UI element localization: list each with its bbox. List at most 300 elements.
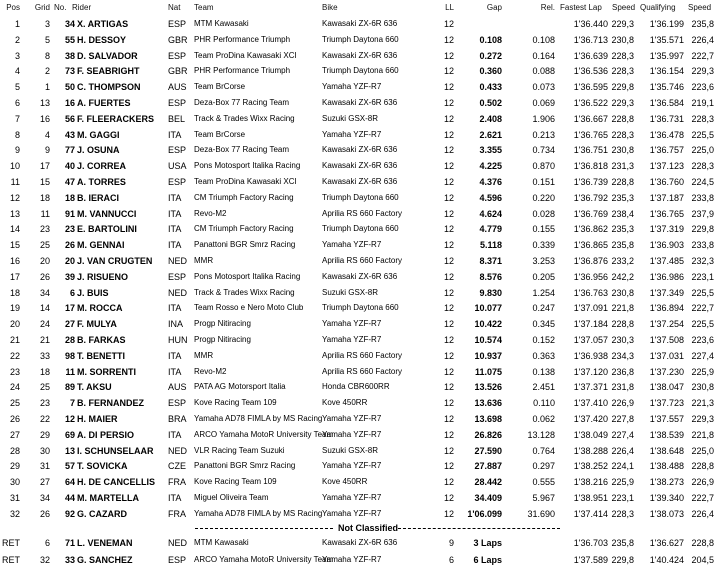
cell-pos: 6 [14, 98, 20, 108]
cell-rider: T. SOVICKA [77, 461, 128, 472]
cell-rider: G. CAZARD [77, 508, 127, 519]
cell-rel: 5.967 [532, 493, 555, 503]
cell-grid: 17 [39, 161, 50, 172]
cell-no: 18 [64, 192, 75, 203]
cell-fl: 1'36.536 [573, 66, 608, 77]
cell-nat: ITA [168, 240, 182, 251]
cell-qs: 229,3 [691, 66, 714, 77]
cell-nat: ESP [168, 19, 187, 29]
cell-qs: 228,3 [691, 161, 714, 172]
cell-fl: 1'37.410 [573, 398, 608, 409]
cell-q: 1'35.571 [649, 34, 684, 45]
cell-grid: 34 [39, 287, 50, 298]
header-gap: Gap [486, 3, 502, 12]
table-row [0, 364, 720, 380]
cell-rel: 0.345 [532, 319, 555, 330]
cell-grid: 34 [39, 493, 50, 503]
cell-team: Revo-M2 [194, 208, 227, 218]
cell-nat: ESP [168, 271, 187, 282]
cell-pos: 11 [10, 177, 20, 187]
cell-rider: A. FUERTES [77, 98, 131, 108]
cell-nat: ESP [168, 98, 187, 108]
cell-nat: CZE [168, 461, 186, 472]
cell-bike: Kawasaki ZX-6R 636 [322, 50, 398, 60]
cell-nat: AUS [168, 82, 187, 93]
cell-q: 1'37.349 [649, 287, 684, 298]
cell-bike: Aprilia RS 660 Factory [322, 256, 403, 265]
cell-grid: 32 [39, 554, 50, 565]
cell-rider: J. BUIS [77, 287, 109, 298]
cell-ll: 12 [443, 414, 454, 424]
cell-bike: Suzuki GSX-8R [322, 445, 379, 455]
cell-rider: J. VAN CRUGTEN [77, 256, 153, 266]
header-grid: Grid [34, 3, 50, 12]
cell-gap: 4.596 [479, 192, 502, 203]
cell-ll: 12 [443, 303, 454, 314]
cell-q: 1'37.123 [649, 161, 684, 172]
cell-spd: 221,8 [611, 303, 634, 314]
cell-q: 1'37.187 [649, 192, 684, 203]
cell-ll: 12 [443, 366, 454, 377]
cell-rider: I. SCHUNSELAAR [77, 445, 154, 456]
cell-team: Revo-M2 [194, 366, 227, 376]
cell-qs: 233,8 [691, 192, 714, 203]
cell-fl: 1'36.751 [573, 145, 608, 156]
cell-pos: RET [2, 538, 20, 548]
cell-pos: 15 [9, 240, 20, 251]
cell-qs: 226,4 [691, 34, 714, 45]
cell-gap: 26.826 [474, 429, 502, 440]
cell-nat: NED [168, 445, 188, 456]
cell-qs: 219,1 [691, 98, 714, 108]
cell-ll: 6 [448, 554, 454, 565]
cell-grid: 29 [39, 429, 50, 440]
cell-no: 23 [64, 224, 75, 235]
cell-bike: Yamaha YZF-R7 [322, 82, 382, 92]
cell-grid: 23 [39, 398, 50, 409]
cell-nat: INA [168, 319, 184, 330]
cell-ll: 12 [443, 429, 454, 440]
table-row [0, 552, 720, 568]
cell-rider: G. SANCHEZ [77, 554, 133, 565]
cell-no: 7 [69, 398, 75, 409]
cell-nat: ESP [168, 50, 187, 61]
cell-q: 1'36.894 [649, 303, 684, 314]
cell-team: Yamaha AD78 FIMLA by MS Racing [194, 508, 323, 518]
cell-nat: ITA [168, 366, 182, 377]
cell-pos: 22 [9, 350, 20, 361]
cell-spd: 230,8 [611, 34, 634, 45]
table-row [0, 127, 720, 143]
cell-pos: 27 [9, 429, 20, 440]
cell-spd: 235,3 [611, 192, 634, 203]
cell-pos: 30 [9, 477, 20, 488]
cell-q: 1'40.424 [649, 554, 684, 565]
cell-rel: 0.205 [532, 271, 555, 282]
cell-bike: Yamaha YZF-R7 [322, 319, 382, 329]
cell-pos: 18 [9, 287, 20, 298]
cell-bike: Yamaha YZF-R7 [322, 554, 382, 564]
cell-pos: 2 [14, 34, 20, 45]
cell-no: 55 [64, 34, 75, 45]
cell-bike: Triumph Daytona 660 [322, 224, 399, 234]
cell-qs: 232,3 [691, 256, 714, 266]
cell-bike: Aprilia RS 660 Factory [322, 208, 403, 218]
cell-nat: FRA [168, 508, 186, 519]
cell-rider: A. DI PERSIO [77, 429, 135, 440]
cell-grid: 18 [39, 366, 50, 377]
cell-rel: 0.138 [532, 366, 555, 377]
cell-pos: 1 [14, 19, 20, 29]
cell-spd: 231,3 [611, 161, 634, 172]
cell-gap: 13.526 [474, 382, 502, 393]
cell-grid: 31 [39, 461, 50, 472]
cell-spd: 228,3 [611, 129, 634, 140]
cell-grid: 18 [39, 192, 50, 203]
cell-grid: 8 [44, 50, 50, 61]
cell-spd: 233,2 [611, 256, 634, 266]
cell-team: Track & Trades Wixx Racing [194, 287, 295, 297]
cell-q: 1'35.746 [649, 82, 684, 93]
cell-fl: 1'37.120 [573, 366, 608, 377]
table-row [0, 16, 720, 32]
cell-gap: 1'06.099 [467, 508, 502, 519]
cell-team: Progp Nitiracing [194, 335, 251, 344]
cell-no: 64 [64, 477, 75, 488]
table-row [0, 237, 720, 253]
cell-rider: J. CORREA [77, 161, 127, 172]
cell-spd: 227,8 [611, 414, 634, 424]
cell-ll: 12 [443, 224, 454, 235]
cell-no: 50 [64, 82, 75, 93]
table-row [0, 316, 720, 332]
cell-rel: 0.069 [532, 98, 555, 108]
cell-nat: ESP [168, 398, 187, 409]
cell-rider: B. IERACI [77, 192, 120, 203]
header-ll: LL [445, 3, 454, 12]
cell-pos: 7 [14, 113, 20, 124]
cell-pos: 9 [14, 145, 20, 156]
cell-pos: 5 [14, 82, 20, 93]
cell-bike: Kawasaki ZX-6R 636 [322, 161, 398, 171]
cell-spd: 236,8 [611, 366, 634, 377]
table-row [0, 206, 720, 222]
cell-fl: 1'37.414 [573, 508, 608, 519]
cell-team: Team ProDina Kawasaki XCI [194, 177, 297, 186]
cell-qs: 237,9 [691, 208, 714, 219]
cell-rider: M. GENNAI [77, 240, 125, 251]
cell-spd: 231,8 [611, 382, 634, 393]
cell-rel: 0.152 [532, 335, 555, 345]
cell-bike: Kove 450RR [322, 398, 368, 408]
cell-spd: 223,1 [611, 493, 634, 503]
cell-grid: 11 [40, 208, 50, 219]
table-row [0, 348, 720, 364]
cell-team: CM Triumph Factory Racing [194, 224, 294, 234]
cell-no: 69 [64, 429, 75, 440]
table-row [0, 427, 720, 443]
cell-q: 1'36.199 [649, 19, 684, 29]
table-row [0, 190, 720, 206]
cell-team: Miguel Oliveira Team [194, 493, 269, 502]
cell-bike: Suzuki GSX-8R [322, 287, 379, 297]
cell-qs: 225,5 [691, 129, 714, 140]
cell-grid: 26 [39, 508, 50, 519]
header-qualifying: Qualifying [640, 3, 676, 12]
cell-no: 6 [69, 287, 75, 298]
cell-q: 1'37.557 [649, 414, 684, 424]
cell-gap: 27.887 [474, 461, 502, 472]
cell-ll: 12 [443, 177, 454, 187]
cell-grid: 6 [44, 538, 50, 548]
header-rel: Rel. [540, 3, 555, 12]
cell-no: 34 [64, 19, 75, 29]
cell-fl: 1'36.713 [573, 34, 608, 45]
cell-ll: 12 [443, 335, 454, 345]
cell-q: 1'36.986 [649, 271, 684, 282]
cell-rider: M. MARTELLA [77, 493, 139, 503]
cell-pos: 26 [9, 414, 20, 424]
cell-grid: 25 [39, 382, 50, 393]
cell-team: ARCO Yamaha MotoR University Team [194, 554, 334, 564]
table-row [0, 300, 720, 316]
cell-pos: 20 [9, 319, 20, 330]
cell-nat: HUN [168, 335, 188, 345]
table-row [0, 411, 720, 427]
table-row [0, 395, 720, 411]
cell-spd: 234,3 [611, 350, 634, 361]
cell-rel: 1.254 [532, 287, 555, 298]
cell-ll: 9 [448, 538, 454, 548]
cell-pos: 28 [9, 445, 20, 456]
cell-fl: 1'36.792 [573, 192, 608, 203]
cell-no: 39 [64, 271, 75, 282]
table-row [0, 174, 720, 190]
cell-qs: 222,7 [691, 50, 714, 61]
cell-qs: 222,7 [691, 303, 714, 314]
cell-gap: 4.624 [479, 208, 502, 219]
cell-qs: 226,4 [691, 508, 714, 519]
cell-rider: T. AKSU [77, 382, 112, 393]
table-row [0, 332, 720, 348]
cell-pos: 24 [9, 382, 20, 393]
cell-nat: GBR [168, 66, 188, 77]
cell-qs: 221,3 [691, 398, 714, 409]
cell-qs: 225,5 [691, 319, 714, 330]
cell-spd: 226,4 [611, 445, 634, 456]
cell-no: 27 [64, 319, 75, 330]
cell-spd: 230,3 [611, 335, 634, 345]
cell-ll: 12 [443, 98, 454, 108]
cell-team: Deza-Box 77 Racing Team [194, 98, 290, 107]
cell-rel: 0.110 [533, 398, 555, 409]
cell-ll: 12 [443, 256, 454, 266]
not-classified-label: Not Classified [338, 523, 399, 533]
cell-bike: Yamaha YZF-R7 [322, 240, 382, 250]
table-row [0, 48, 720, 64]
cell-fl: 1'36.667 [573, 113, 608, 124]
cell-nat: NED [168, 256, 188, 266]
cell-team: Kove Racing Team 109 [194, 477, 277, 487]
cell-qs: 228,3 [691, 113, 714, 124]
table-row [0, 458, 720, 474]
header-team: Team [194, 3, 214, 12]
cell-spd: 229,3 [611, 98, 634, 108]
divider-line-left [195, 528, 333, 529]
cell-q: 1'36.760 [649, 177, 684, 187]
cell-rider: F. MULYA [77, 319, 117, 330]
cell-rel: 31.690 [527, 508, 555, 519]
cell-team: Pons Motosport Italika Racing [194, 271, 301, 281]
cell-q: 1'37.230 [649, 366, 684, 377]
cell-nat: AUS [168, 382, 187, 393]
header-no: No. [54, 3, 67, 12]
cell-rider: M. GAGGI [77, 129, 120, 140]
cell-grid: 5 [44, 34, 50, 45]
cell-fl: 1'36.522 [573, 98, 608, 108]
not-classified-divider [0, 520, 720, 536]
cell-rider: F. FLEERACKERS [77, 113, 155, 124]
cell-team: PHR Performance Triumph [194, 34, 291, 44]
cell-qs: 229,8 [691, 224, 714, 235]
cell-ll: 12 [443, 493, 454, 503]
cell-qs: 225,0 [691, 445, 714, 456]
cell-rider: X. ARTIGAS [77, 19, 129, 29]
cell-q: 1'36.478 [649, 129, 684, 140]
cell-team: VLR Racing Team Suzuki [194, 445, 285, 455]
cell-no: 56 [64, 113, 75, 124]
cell-rel: 0.247 [532, 303, 555, 314]
cell-fl: 1'38.288 [573, 445, 608, 456]
cell-rider: H. MAIER [77, 414, 118, 424]
cell-spd: 230,8 [611, 287, 634, 298]
cell-team: Team ProDina Kawasaki XCI [194, 50, 297, 60]
cell-gap: 3 Laps [473, 538, 502, 548]
cell-ll: 12 [443, 382, 454, 393]
cell-grid: 26 [39, 271, 50, 282]
cell-bike: Kove 450RR [322, 477, 368, 487]
cell-rider: D. SALVADOR [77, 50, 138, 61]
cell-bike: Kawasaki ZX-6R 636 [322, 145, 398, 155]
cell-nat: ESP [168, 145, 187, 156]
header-fastest-lap: Fastest Lap [560, 3, 602, 12]
cell-rider: M. ROCCA [77, 303, 123, 314]
cell-gap: 8.371 [479, 256, 502, 266]
cell-spd: 230,8 [611, 145, 634, 156]
cell-pos: RET [2, 554, 20, 565]
cell-no: 43 [64, 129, 75, 140]
cell-no: 12 [64, 414, 75, 424]
cell-q: 1'36.765 [649, 208, 684, 219]
cell-q: 1'38.539 [649, 429, 684, 440]
cell-fl: 1'36.818 [573, 161, 608, 172]
cell-no: 98 [64, 350, 75, 361]
cell-q: 1'37.485 [649, 256, 684, 266]
cell-ll: 12 [443, 240, 454, 251]
table-row [0, 535, 720, 551]
cell-gap: 13.636 [474, 398, 502, 409]
cell-team: ARCO Yamaha MotoR University Team [194, 429, 334, 439]
cell-grid: 20 [39, 256, 50, 266]
cell-pos: 32 [9, 508, 20, 519]
cell-gap: 10.937 [474, 350, 502, 361]
cell-bike: Aprilia RS 660 Factory [322, 350, 403, 360]
cell-grid: 16 [39, 113, 50, 124]
cell-fl: 1'36.956 [573, 271, 608, 282]
cell-rider: H. DESSOY [77, 34, 127, 45]
table-row [0, 379, 720, 395]
cell-no: 13 [64, 445, 75, 456]
cell-ll: 12 [443, 82, 454, 93]
cell-ll: 12 [443, 50, 454, 61]
cell-pos: 3 [14, 50, 20, 61]
cell-rider: F. SEABRIGHT [77, 66, 140, 77]
cell-rel: 0.088 [532, 66, 555, 77]
cell-team: Panattoni BGR Smrz Racing [194, 461, 296, 471]
cell-gap: 0.108 [479, 34, 502, 45]
cell-pos: 31 [9, 493, 20, 503]
cell-rider: E. BARTOLINI [77, 224, 137, 235]
cell-nat: FRA [168, 477, 186, 488]
cell-bike: Kawasaki ZX-6R 636 [322, 19, 398, 28]
cell-pos: 10 [9, 161, 20, 172]
cell-fl: 1'36.739 [573, 177, 608, 187]
cell-fl: 1'37.091 [573, 303, 608, 314]
cell-ll: 12 [443, 192, 454, 203]
cell-spd: 235,3 [611, 224, 634, 235]
cell-gap: 13.698 [474, 414, 502, 424]
table-row [0, 158, 720, 174]
cell-nat: ITA [168, 208, 182, 219]
cell-gap: 28.442 [474, 477, 502, 488]
cell-qs: 228,8 [691, 461, 714, 472]
cell-grid: 9 [44, 145, 50, 156]
cell-nat: ITA [168, 129, 182, 140]
cell-ll: 12 [443, 350, 454, 361]
cell-q: 1'36.627 [649, 538, 684, 548]
cell-qs: 225,9 [691, 366, 714, 377]
table-row [0, 443, 720, 459]
table-row [0, 32, 720, 48]
cell-nat: BEL [168, 113, 186, 124]
cell-fl: 1'36.440 [573, 19, 608, 29]
cell-qs: 222,7 [691, 493, 714, 503]
cell-team: Kove Racing Team 109 [194, 398, 277, 408]
cell-pos: 8 [14, 129, 20, 140]
cell-bike: Kawasaki ZX-6R 636 [322, 271, 398, 281]
cell-spd: 238,4 [611, 208, 634, 219]
cell-gap: 11.075 [474, 366, 502, 377]
cell-fl: 1'38.049 [573, 429, 608, 440]
cell-q: 1'38.488 [649, 461, 684, 472]
cell-ll: 12 [443, 34, 454, 45]
cell-pos: 14 [9, 224, 20, 235]
cell-rel: 0.108 [532, 34, 555, 45]
cell-grid: 15 [39, 177, 50, 187]
cell-team: MTM Kawasaki [194, 538, 249, 547]
cell-rel: 0.764 [532, 445, 555, 456]
cell-bike: Yamaha YZF-R7 [322, 129, 382, 139]
cell-grid: 21 [39, 335, 50, 345]
cell-no: 16 [64, 98, 75, 108]
cell-rel: 0.213 [532, 129, 555, 140]
cell-spd: 229,8 [611, 82, 634, 93]
cell-no: 20 [64, 256, 75, 266]
cell-spd: 235,8 [611, 240, 634, 251]
cell-team: MTM Kawasaki [194, 19, 249, 28]
cell-bike: Kawasaki ZX-6R 636 [322, 98, 398, 107]
cell-grid: 33 [39, 350, 50, 361]
